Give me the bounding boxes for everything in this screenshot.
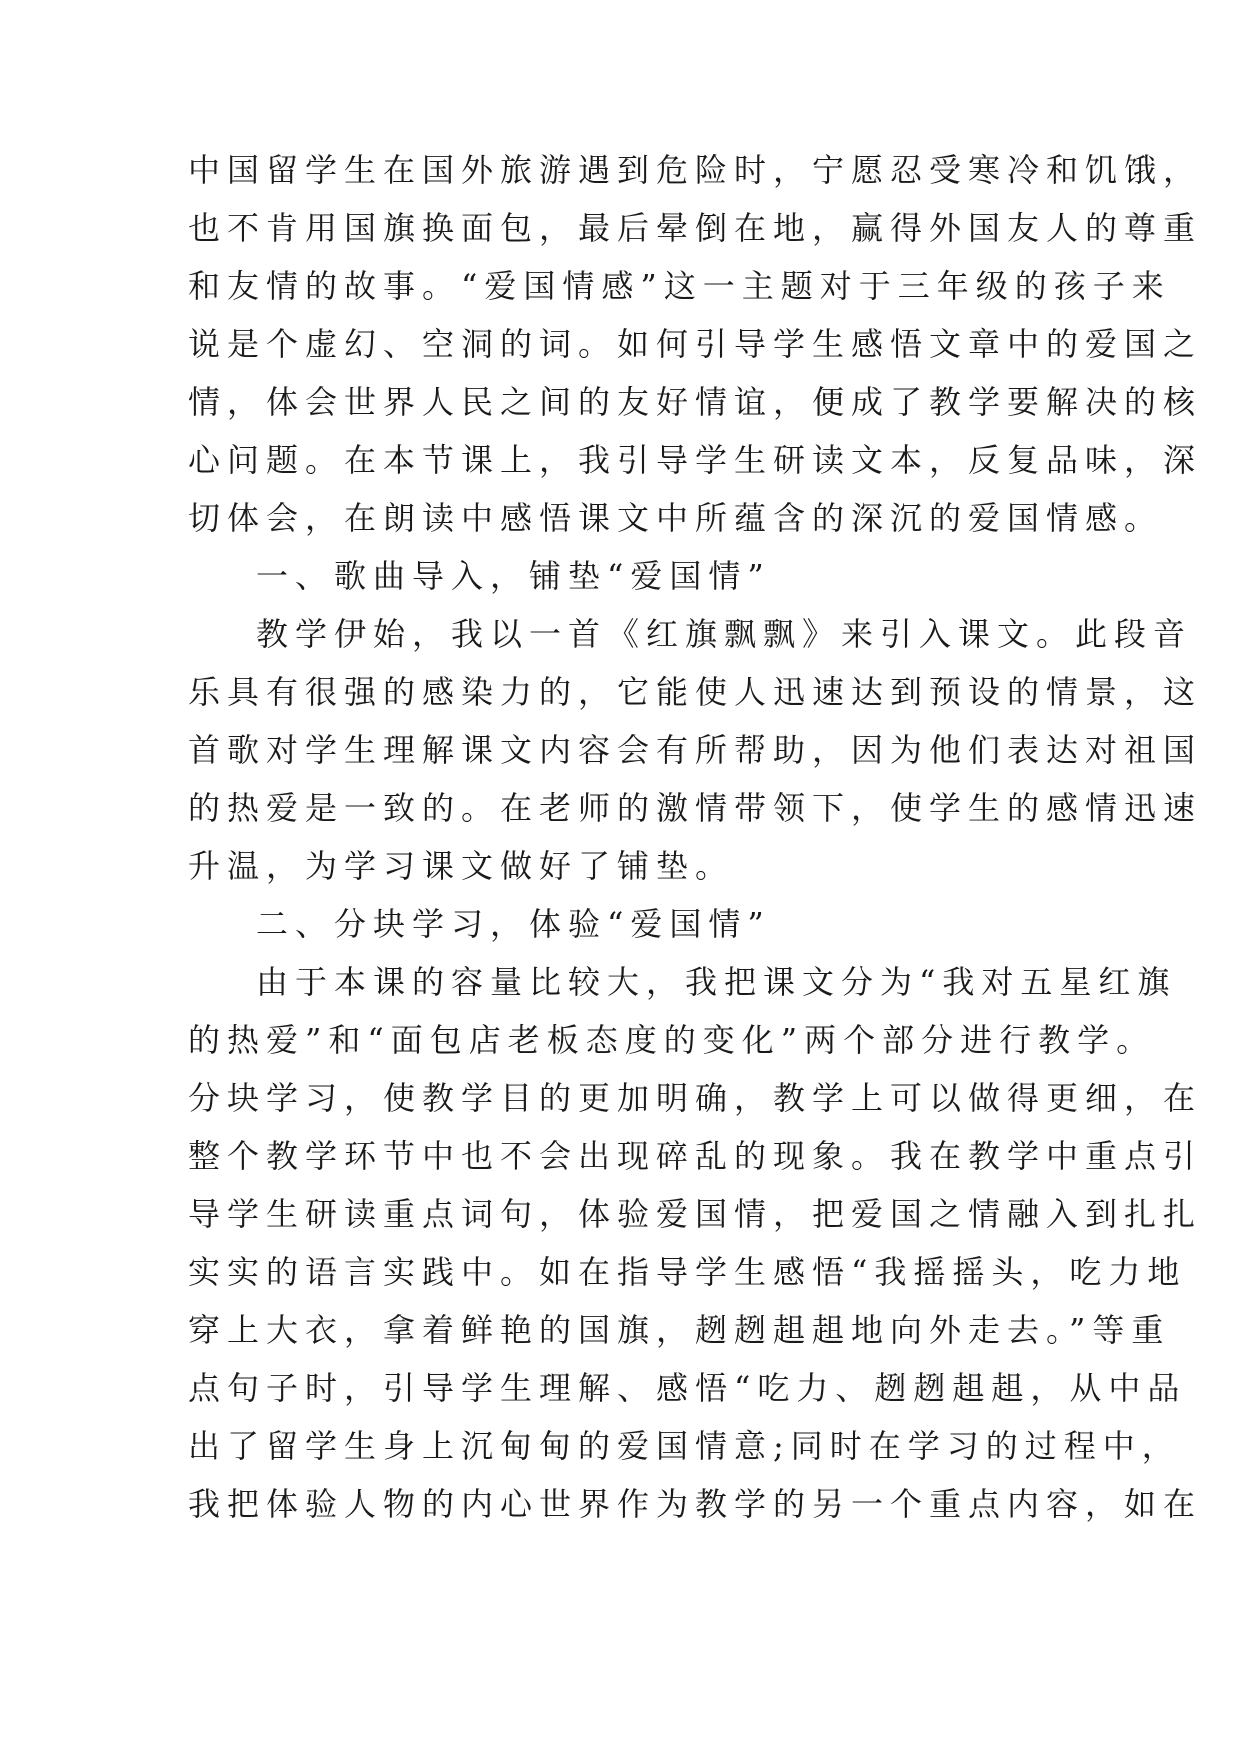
text-line: 升温，为学习课文做好了铺垫。 (188, 847, 735, 885)
text-line: 由于本课的容量比较大，我把课文分为“我对五星红旗 (256, 963, 1177, 1001)
text-line: 说是个虚幻、空洞的词。如何引导学生感悟文章中的爱国之 (188, 325, 1203, 363)
text-line: 整个教学环节中也不会出现碎乱的现象。我在教学中重点引 (188, 1137, 1203, 1175)
text-line: 出了留学生身上沉甸甸的爱国情意;同时在学习的过程中， (188, 1427, 1181, 1465)
text-line: 切体会，在朗读中感悟课文中所蕴含的深沉的爱国情感。 (188, 499, 1164, 537)
text-line: 我把体验人物的内心世界作为教学的另一个重点内容，如在 (188, 1485, 1203, 1523)
text-line: 和友情的故事。“爱国情感”这一主题对于三年级的孩子来 (188, 267, 1171, 305)
text-line: 点句子时，引导学生理解、感悟“吃力、趔趔趄趄，从中品 (188, 1369, 1187, 1407)
text-line: 中国留学生在国外旅游遇到危险时，宁愿忍受寒冷和饥饿， (188, 151, 1203, 189)
section-heading: 一、歌曲导入，铺垫“爱国情” (256, 557, 771, 595)
text-line: 也不肯用国旗换面包，最后晕倒在地，赢得外国友人的尊重 (188, 209, 1203, 247)
text-line: 首歌对学生理解课文内容会有所帮助，因为他们表达对祖国 (188, 731, 1203, 769)
text-line: 情，体会世界人民之间的友好情谊，便成了教学要解决的核 (188, 383, 1203, 421)
text-line: 导学生研读重点词句，体验爱国情，把爱国之情融入到扎扎 (188, 1195, 1203, 1233)
text-line: 心问题。在本节课上，我引导学生研读文本，反复品味，深 (188, 441, 1203, 479)
text-line: 穿上大衣，拿着鲜艳的国旗，趔趔趄趄地向外走去。”等重 (188, 1311, 1171, 1349)
text-line: 的热爱”和“面包店老板态度的变化”两个部分进行教学。 (188, 1021, 1156, 1059)
text-line: 分块学习，使教学目的更加明确，教学上可以做得更细，在 (188, 1079, 1203, 1117)
section-heading: 二、分块学习，体验“爱国情” (256, 905, 771, 943)
text-line: 实实的语言实践中。如在指导学生感悟“我摇摇头，吃力地 (188, 1253, 1187, 1291)
text-line: 教学伊始，我以一首《红旗飘飘》来引入课文。此段音 (256, 615, 1193, 653)
text-line: 的热爱是一致的。在老师的激情带领下，使学生的感情迅速 (188, 789, 1203, 827)
text-line: 乐具有很强的感染力的，它能使人迅速达到预设的情景，这 (188, 673, 1203, 711)
